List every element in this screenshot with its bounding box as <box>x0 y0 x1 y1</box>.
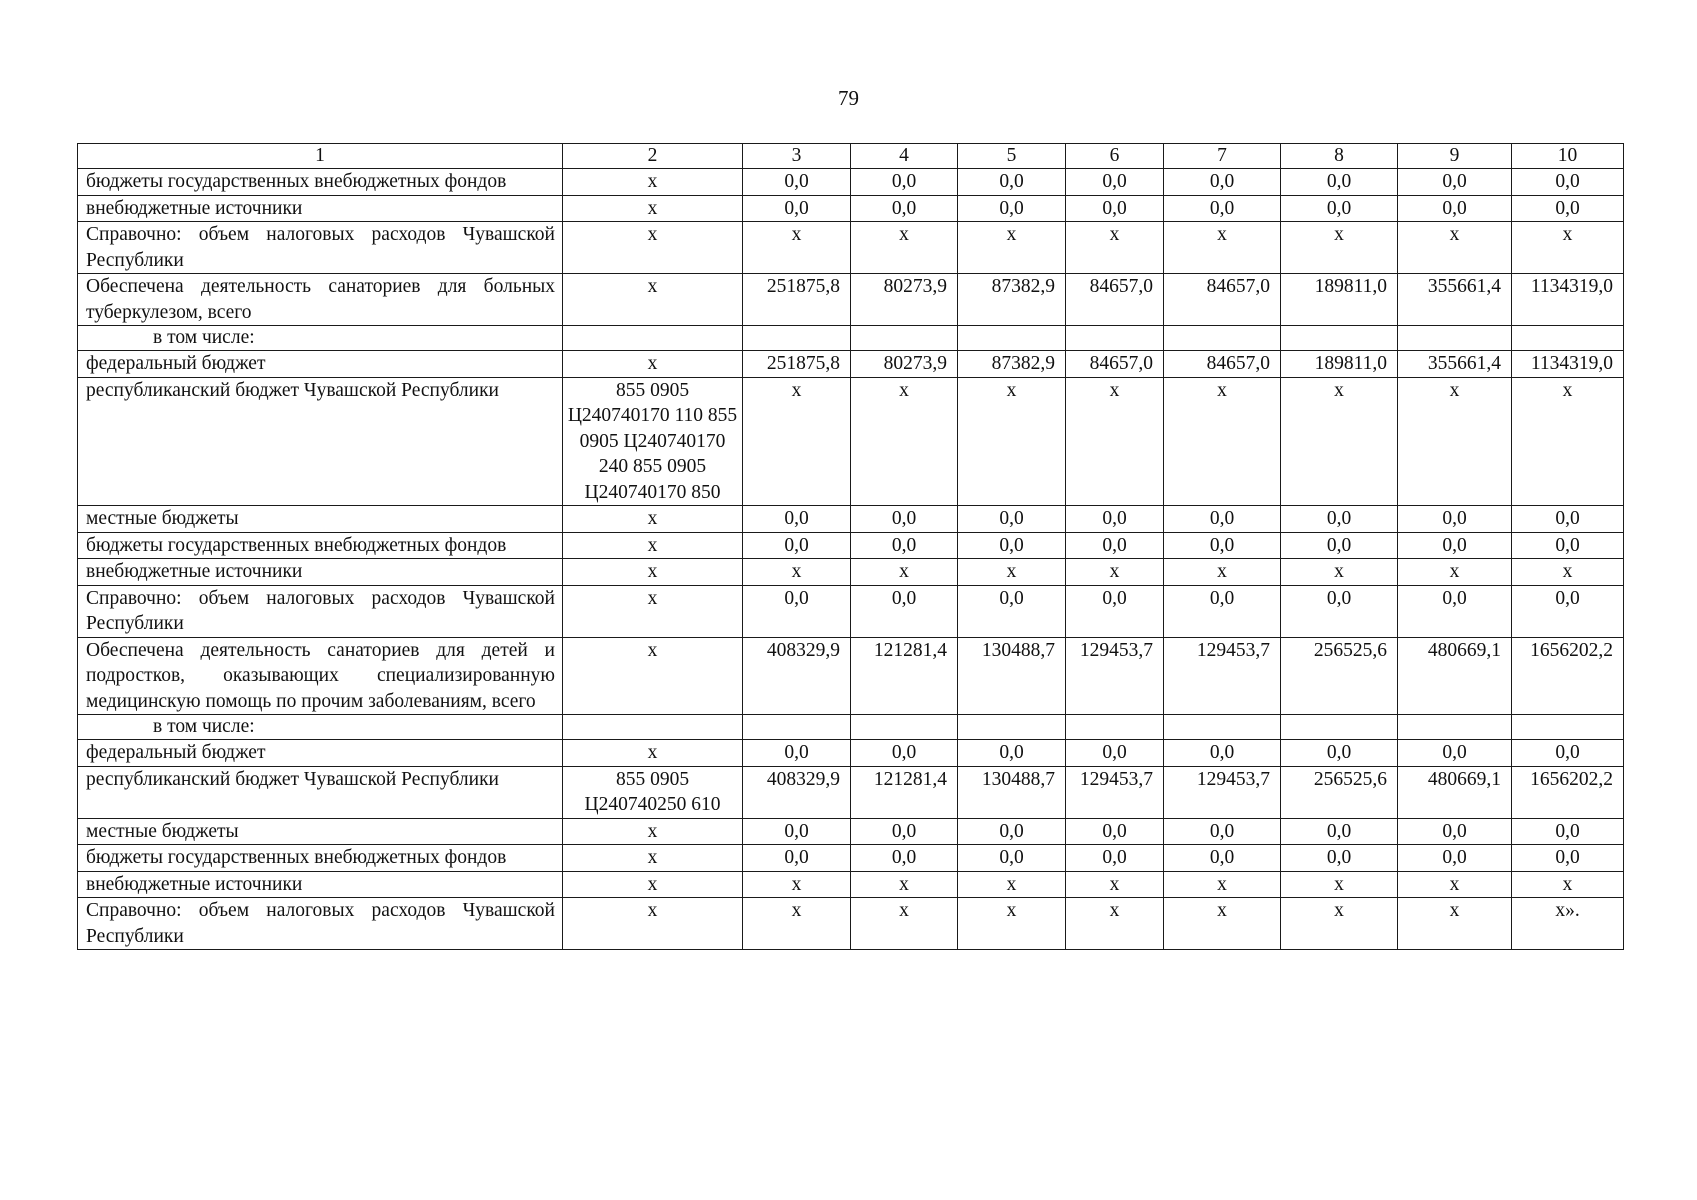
row-name-cell: республиканский бюджет Чувашской Республики <box>78 766 563 818</box>
row-value-cell: 0,0 <box>743 845 851 872</box>
row-value-cell: 0,0 <box>1398 195 1512 222</box>
row-value-cell: x <box>958 222 1066 274</box>
row-value-cell: x <box>1398 871 1512 898</box>
table-row <box>78 195 1624 222</box>
row-value-cell: 0,0 <box>958 169 1066 196</box>
row-value-cell: 0,0 <box>1281 845 1398 872</box>
row-value-cell: 87382,9 <box>958 274 1066 326</box>
row-value-cell: 189811,0 <box>1281 274 1398 326</box>
table-body <box>78 169 1624 950</box>
row-name-cell: федеральный бюджет <box>78 351 563 378</box>
row-value-cell: 0,0 <box>1512 585 1624 637</box>
header-col-8: 8 <box>1281 144 1398 169</box>
header-col-9: 9 <box>1398 144 1512 169</box>
row-value-cell: x <box>1066 871 1164 898</box>
row-value-cell: 0,0 <box>851 585 958 637</box>
row-value-cell: 0,0 <box>1066 195 1164 222</box>
row-code-cell: x <box>563 195 743 222</box>
row-value-cell <box>743 715 851 740</box>
row-value-cell: x <box>851 559 958 586</box>
row-value-cell: 0,0 <box>743 818 851 845</box>
row-value-cell: x <box>958 871 1066 898</box>
row-value-cell <box>851 326 958 351</box>
row-value-cell: x <box>1281 871 1398 898</box>
row-value-cell: 0,0 <box>1398 845 1512 872</box>
header-col-2: 2 <box>563 144 743 169</box>
table-row <box>78 871 1624 898</box>
row-value-cell: 0,0 <box>1164 195 1281 222</box>
row-value-cell <box>1512 715 1624 740</box>
table-row <box>78 637 1624 715</box>
row-value-cell: x <box>851 377 958 506</box>
header-col-4: 4 <box>851 144 958 169</box>
row-value-cell <box>958 326 1066 351</box>
row-value-cell: x <box>1512 871 1624 898</box>
row-code-cell: x <box>563 169 743 196</box>
row-value-cell: 129453,7 <box>1164 766 1281 818</box>
table-row <box>78 169 1624 196</box>
row-value-cell: 0,0 <box>1066 506 1164 533</box>
row-value-cell <box>1281 326 1398 351</box>
row-value-cell: 480669,1 <box>1398 766 1512 818</box>
row-name-cell: бюджеты государственных внебюджетных фондов <box>78 532 563 559</box>
row-name-cell: Справочно: объем налоговых расходов Чувашской Республики <box>78 585 563 637</box>
row-value-cell: x <box>1398 898 1512 950</box>
row-value-cell: 256525,6 <box>1281 766 1398 818</box>
table-row <box>78 766 1624 818</box>
row-value-cell: 1134319,0 <box>1512 351 1624 378</box>
row-value-cell: 0,0 <box>743 169 851 196</box>
row-value-cell: x <box>958 559 1066 586</box>
row-value-cell: 0,0 <box>1512 195 1624 222</box>
row-value-cell: 129453,7 <box>1164 637 1281 715</box>
row-code-cell: x <box>563 845 743 872</box>
row-code-cell: x <box>563 585 743 637</box>
row-value-cell: 0,0 <box>1164 169 1281 196</box>
header-row <box>78 144 1624 169</box>
table-subheader-row <box>78 326 1624 351</box>
row-value-cell: 0,0 <box>958 506 1066 533</box>
row-value-cell: 251875,8 <box>743 351 851 378</box>
row-value-cell: 408329,9 <box>743 637 851 715</box>
row-value-cell: 130488,7 <box>958 766 1066 818</box>
row-value-cell: 0,0 <box>1066 740 1164 767</box>
row-value-cell: 0,0 <box>1066 845 1164 872</box>
row-value-cell: 0,0 <box>1398 585 1512 637</box>
row-value-cell: x <box>1398 377 1512 506</box>
row-value-cell <box>1512 326 1624 351</box>
row-name-cell: внебюджетные источники <box>78 559 563 586</box>
table-row <box>78 222 1624 274</box>
row-code-cell: x <box>563 274 743 326</box>
row-value-cell: 0,0 <box>1512 532 1624 559</box>
table-row <box>78 274 1624 326</box>
row-value-cell <box>1398 715 1512 740</box>
row-value-cell: 0,0 <box>1398 532 1512 559</box>
table-row <box>78 818 1624 845</box>
row-value-cell: 0,0 <box>743 585 851 637</box>
row-value-cell: 84657,0 <box>1066 351 1164 378</box>
row-code-cell: 855 0905 Ц240740250 610 <box>563 766 743 818</box>
row-value-cell: 0,0 <box>1398 740 1512 767</box>
row-value-cell: x <box>1398 559 1512 586</box>
row-value-cell: 0,0 <box>851 195 958 222</box>
row-value-cell: 256525,6 <box>1281 637 1398 715</box>
row-code-cell <box>563 715 743 740</box>
row-code-cell: x <box>563 637 743 715</box>
row-value-cell: 0,0 <box>1512 845 1624 872</box>
row-value-cell: x <box>1512 559 1624 586</box>
row-value-cell: 1656202,2 <box>1512 766 1624 818</box>
row-code-cell: x <box>563 532 743 559</box>
row-value-cell: x <box>743 871 851 898</box>
row-code-cell: x <box>563 740 743 767</box>
row-value-cell: 0,0 <box>1398 506 1512 533</box>
row-code-cell: x <box>563 559 743 586</box>
row-value-cell: 0,0 <box>1066 169 1164 196</box>
table-row <box>78 740 1624 767</box>
row-code-cell: x <box>563 818 743 845</box>
table-header <box>78 144 1624 169</box>
table-row <box>78 585 1624 637</box>
row-value-cell: 84657,0 <box>1164 351 1281 378</box>
row-value-cell: 0,0 <box>1164 506 1281 533</box>
row-name-cell: Справочно: объем налоговых расходов Чувашской Республики <box>78 898 563 950</box>
row-value-cell: 0,0 <box>851 506 958 533</box>
row-value-cell: x <box>1164 898 1281 950</box>
row-value-cell <box>1164 326 1281 351</box>
row-value-cell: x <box>958 898 1066 950</box>
row-value-cell: 0,0 <box>1164 740 1281 767</box>
row-value-cell: 0,0 <box>851 532 958 559</box>
row-value-cell: 0,0 <box>1164 818 1281 845</box>
row-name-cell: бюджеты государственных внебюджетных фондов <box>78 845 563 872</box>
row-value-cell: x». <box>1512 898 1624 950</box>
budget-table <box>77 143 1624 950</box>
row-code-cell: x <box>563 871 743 898</box>
row-value-cell: 0,0 <box>851 169 958 196</box>
header-col-10: 10 <box>1512 144 1624 169</box>
row-value-cell: 84657,0 <box>1066 274 1164 326</box>
row-value-cell: x <box>1164 222 1281 274</box>
row-value-cell: 0,0 <box>1512 506 1624 533</box>
row-value-cell: x <box>1066 377 1164 506</box>
row-name-cell: бюджеты государственных внебюджетных фондов <box>78 169 563 196</box>
row-value-cell: x <box>851 222 958 274</box>
row-value-cell: 0,0 <box>743 195 851 222</box>
header-col-5: 5 <box>958 144 1066 169</box>
row-value-cell: x <box>1066 222 1164 274</box>
row-value-cell: 1134319,0 <box>1512 274 1624 326</box>
page-number: 79 <box>838 86 859 110</box>
header-col-7: 7 <box>1164 144 1281 169</box>
row-value-cell: 0,0 <box>1164 585 1281 637</box>
row-value-cell: x <box>1164 377 1281 506</box>
row-value-cell: 1656202,2 <box>1512 637 1624 715</box>
row-value-cell: 0,0 <box>1512 169 1624 196</box>
row-name-cell: Обеспечена деятельность санаториев для детей и подростков, оказывающих специализированную медицинскую помощь по прочим заболеваниям, всего <box>78 637 563 715</box>
header-col-3: 3 <box>743 144 851 169</box>
row-value-cell: 480669,1 <box>1398 637 1512 715</box>
row-value-cell: 87382,9 <box>958 351 1066 378</box>
row-value-cell: x <box>743 559 851 586</box>
row-value-cell: x <box>1512 377 1624 506</box>
row-value-cell: x <box>1066 898 1164 950</box>
row-value-cell: 0,0 <box>743 506 851 533</box>
row-value-cell: 0,0 <box>851 845 958 872</box>
row-value-cell: 0,0 <box>1066 818 1164 845</box>
row-value-cell <box>958 715 1066 740</box>
row-name-cell: внебюджетные источники <box>78 871 563 898</box>
row-value-cell: 0,0 <box>1281 169 1398 196</box>
row-value-cell: 355661,4 <box>1398 351 1512 378</box>
row-value-cell: x <box>1398 222 1512 274</box>
row-value-cell: 0,0 <box>1398 169 1512 196</box>
row-value-cell: 129453,7 <box>1066 766 1164 818</box>
row-value-cell: 0,0 <box>743 740 851 767</box>
table-row <box>78 898 1624 950</box>
row-value-cell: 0,0 <box>1281 585 1398 637</box>
row-value-cell: x <box>1164 871 1281 898</box>
row-value-cell: x <box>743 898 851 950</box>
row-name-cell: внебюджетные источники <box>78 195 563 222</box>
row-value-cell: 0,0 <box>1066 532 1164 559</box>
row-code-cell: x <box>563 898 743 950</box>
row-value-cell <box>1281 715 1398 740</box>
row-name-cell: местные бюджеты <box>78 506 563 533</box>
table-row <box>78 559 1624 586</box>
row-value-cell: 0,0 <box>851 740 958 767</box>
table-row <box>78 506 1624 533</box>
table-row <box>78 377 1624 506</box>
row-value-cell <box>1066 326 1164 351</box>
row-value-cell: 0,0 <box>958 532 1066 559</box>
row-value-cell: x <box>1281 898 1398 950</box>
row-name-cell: в том числе: <box>78 326 563 351</box>
row-value-cell: 0,0 <box>1281 818 1398 845</box>
row-value-cell: 355661,4 <box>1398 274 1512 326</box>
row-value-cell: 129453,7 <box>1066 637 1164 715</box>
row-value-cell: 251875,8 <box>743 274 851 326</box>
row-value-cell: 0,0 <box>1281 195 1398 222</box>
row-value-cell: 0,0 <box>1164 845 1281 872</box>
row-value-cell: 0,0 <box>1164 532 1281 559</box>
row-code-cell <box>563 326 743 351</box>
table-subheader-row <box>78 715 1624 740</box>
row-value-cell: 408329,9 <box>743 766 851 818</box>
row-value-cell: 0,0 <box>851 818 958 845</box>
row-value-cell: x <box>1281 222 1398 274</box>
row-value-cell: x <box>743 222 851 274</box>
row-value-cell: x <box>851 871 958 898</box>
row-name-cell: Справочно: объем налоговых расходов Чувашской Республики <box>78 222 563 274</box>
row-value-cell: 0,0 <box>958 585 1066 637</box>
row-value-cell: 0,0 <box>1066 585 1164 637</box>
row-value-cell: 0,0 <box>1281 740 1398 767</box>
row-value-cell: 0,0 <box>743 532 851 559</box>
row-value-cell: 0,0 <box>958 818 1066 845</box>
row-value-cell <box>1066 715 1164 740</box>
row-value-cell: x <box>1066 559 1164 586</box>
row-name-cell: республиканский бюджет Чувашской Республики <box>78 377 563 506</box>
row-name-cell: местные бюджеты <box>78 818 563 845</box>
row-code-cell: x <box>563 351 743 378</box>
row-value-cell: x <box>1164 559 1281 586</box>
row-value-cell: x <box>851 898 958 950</box>
row-value-cell: 0,0 <box>1398 818 1512 845</box>
header-col-6: 6 <box>1066 144 1164 169</box>
row-value-cell: 121281,4 <box>851 766 958 818</box>
row-value-cell: x <box>1281 559 1398 586</box>
row-value-cell: 121281,4 <box>851 637 958 715</box>
row-value-cell: 0,0 <box>1512 740 1624 767</box>
row-code-cell: 855 0905 Ц240740170 110 855 0905 Ц240740170 240 855 0905 Ц240740170 850 <box>563 377 743 506</box>
row-name-cell: федеральный бюджет <box>78 740 563 767</box>
row-value-cell: 189811,0 <box>1281 351 1398 378</box>
row-value-cell <box>743 326 851 351</box>
row-value-cell: 0,0 <box>1281 506 1398 533</box>
row-value-cell: 0,0 <box>1512 818 1624 845</box>
row-value-cell <box>851 715 958 740</box>
row-value-cell: 80273,9 <box>851 274 958 326</box>
table-row <box>78 532 1624 559</box>
row-value-cell: 0,0 <box>958 845 1066 872</box>
row-name-cell: Обеспечена деятельность санаториев для больных туберкулезом, всего <box>78 274 563 326</box>
row-value-cell: x <box>743 377 851 506</box>
row-value-cell: 130488,7 <box>958 637 1066 715</box>
row-value-cell <box>1398 326 1512 351</box>
row-value-cell: 0,0 <box>958 740 1066 767</box>
row-value-cell: 84657,0 <box>1164 274 1281 326</box>
row-value-cell: x <box>958 377 1066 506</box>
row-value-cell: x <box>1281 377 1398 506</box>
row-name-cell: в том числе: <box>78 715 563 740</box>
row-value-cell <box>1164 715 1281 740</box>
row-value-cell: 0,0 <box>958 195 1066 222</box>
row-code-cell: x <box>563 222 743 274</box>
row-value-cell: 80273,9 <box>851 351 958 378</box>
row-code-cell: x <box>563 506 743 533</box>
header-col-1: 1 <box>78 144 563 169</box>
row-value-cell: 0,0 <box>1281 532 1398 559</box>
table-row <box>78 845 1624 872</box>
table-row <box>78 351 1624 378</box>
row-value-cell: x <box>1512 222 1624 274</box>
